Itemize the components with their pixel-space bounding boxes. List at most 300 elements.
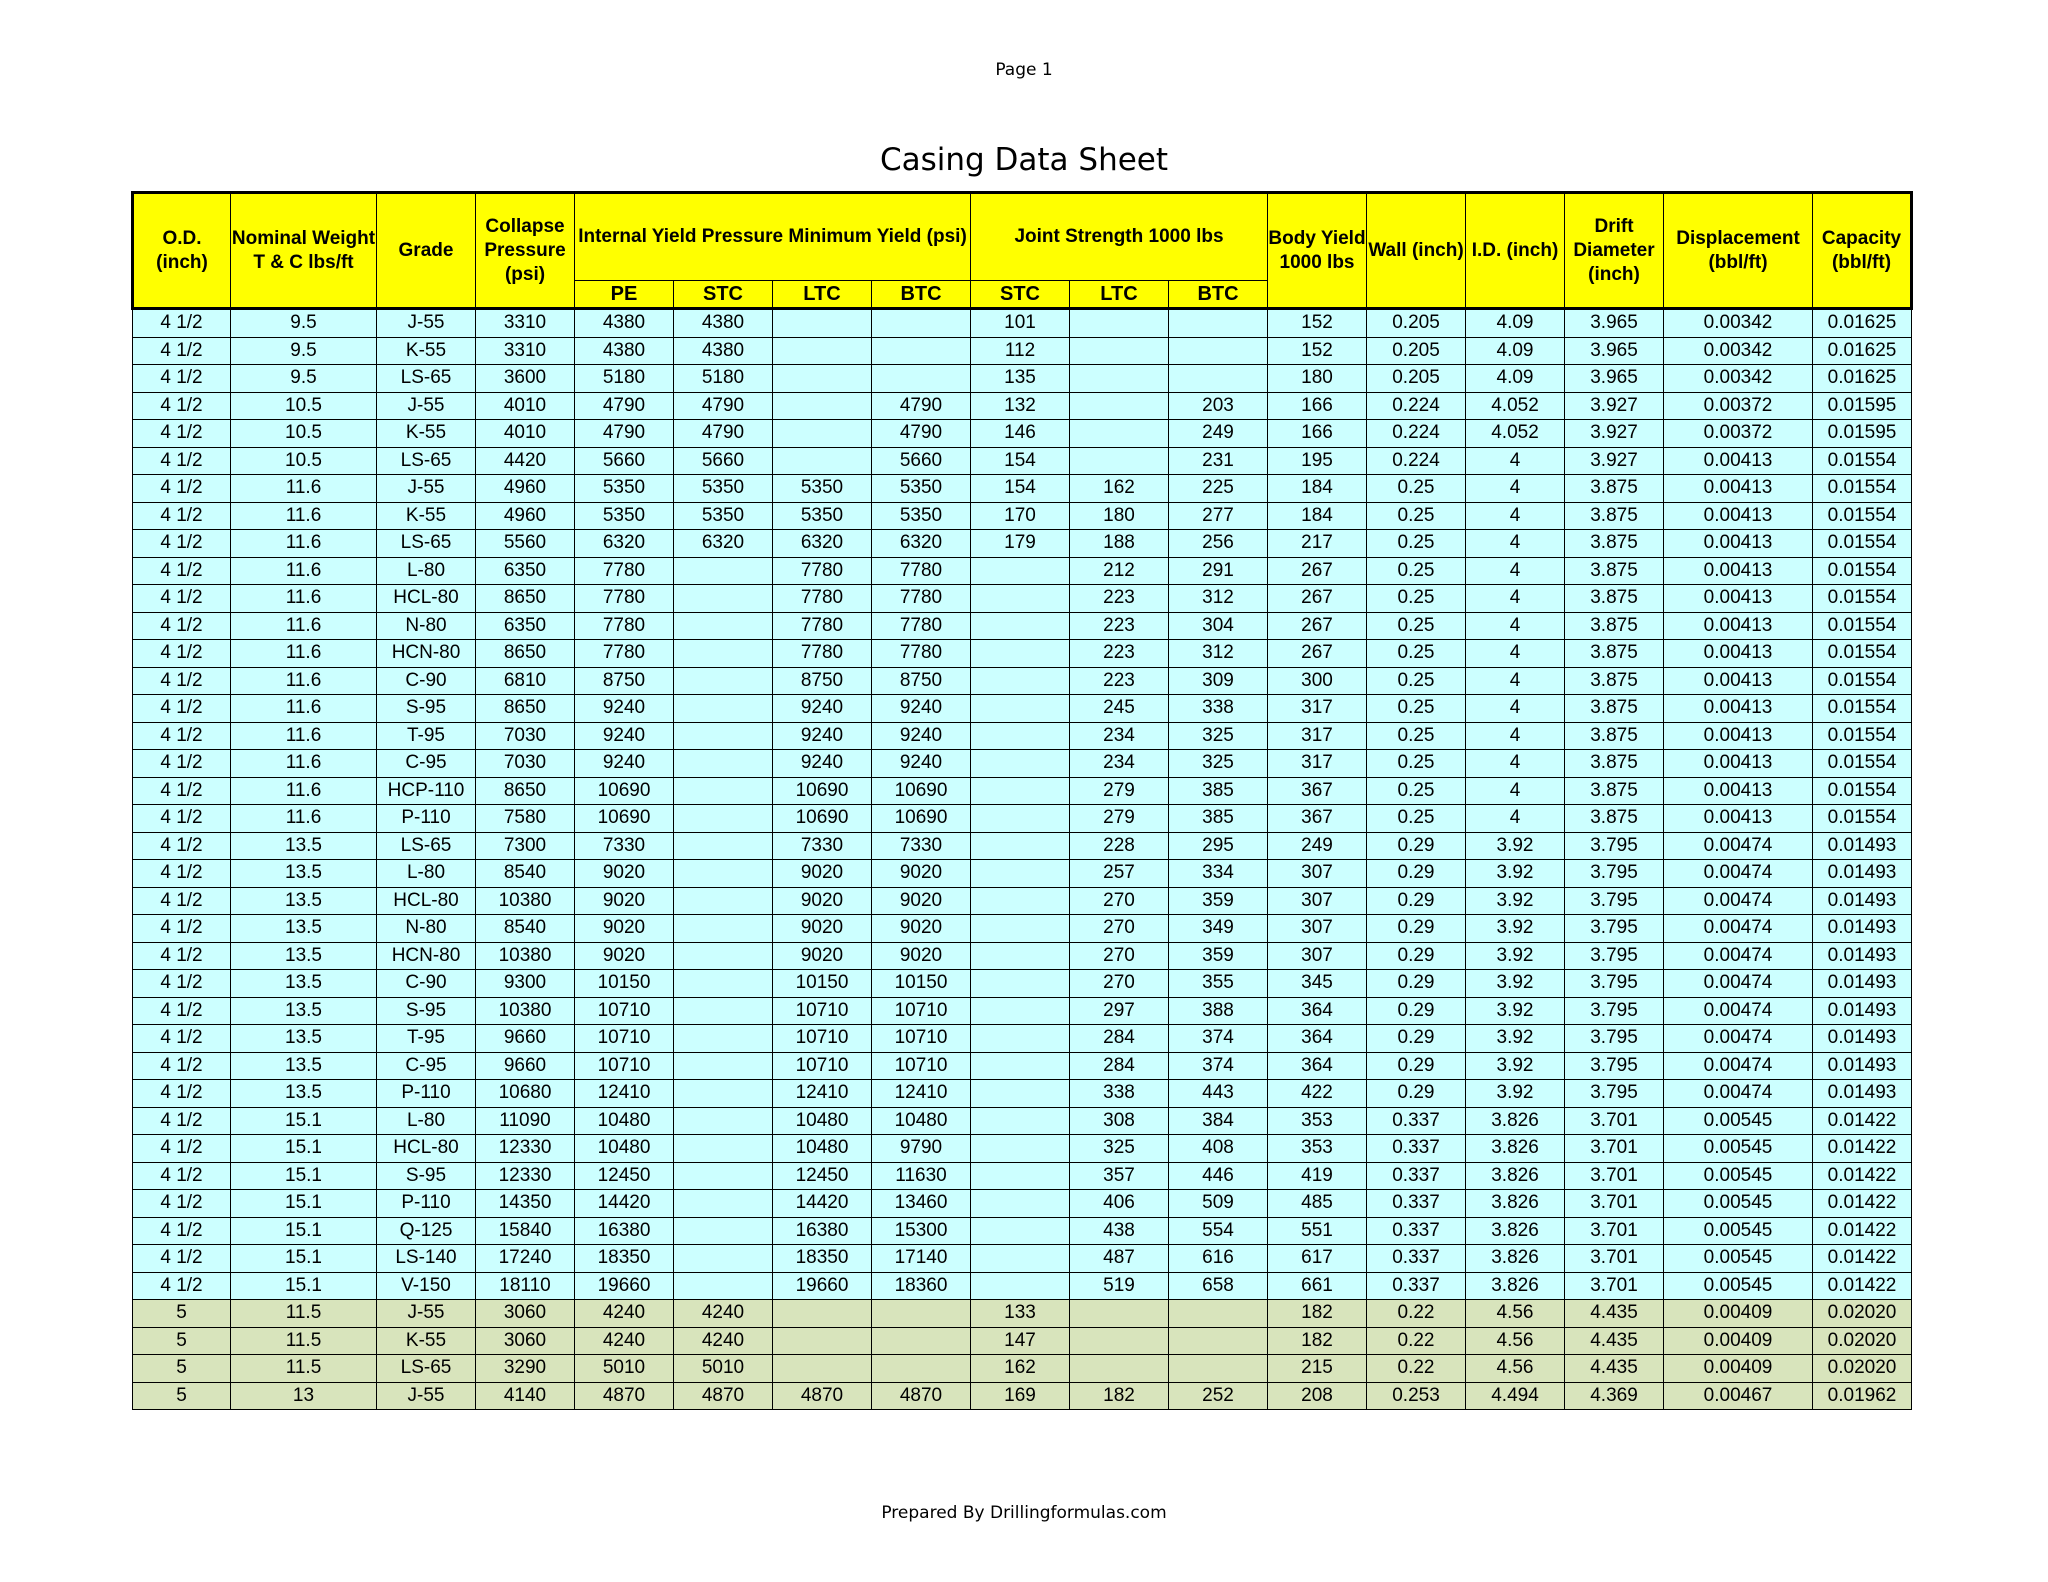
cell-iy-btc: 15300 [872,1217,971,1245]
cell-iy-pe: 8750 [575,667,674,695]
cell-iy-stc [674,997,773,1025]
cell-body-yield: 184 [1268,475,1367,503]
cell-js-ltc: 188 [1070,530,1169,558]
cell-grade: HCN-80 [377,942,476,970]
cell-js-ltc [1070,447,1169,475]
cell-drift-diameter: 3.795 [1565,997,1664,1025]
cell-id: 3.92 [1466,970,1565,998]
cell-nominal-weight: 15.1 [231,1272,377,1300]
cell-js-stc [971,695,1070,723]
cell-collapse-pressure: 10380 [476,887,575,915]
cell-js-btc: 385 [1169,805,1268,833]
cell-js-btc: 374 [1169,1025,1268,1053]
cell-id: 4.09 [1466,309,1565,338]
cell-iy-pe: 9020 [575,942,674,970]
cell-js-stc [971,640,1070,668]
cell-body-yield: 367 [1268,805,1367,833]
table-row [133,365,1912,393]
cell-js-btc: 446 [1169,1162,1268,1190]
cell-iy-ltc: 7780 [773,612,872,640]
cell-grade: J-55 [377,309,476,338]
cell-grade: K-55 [377,502,476,530]
cell-iy-stc: 4380 [674,309,773,338]
cell-nominal-weight: 13.5 [231,1025,377,1053]
cell-js-ltc: 234 [1070,722,1169,750]
cell-js-stc [971,612,1070,640]
cell-iy-btc [872,309,971,338]
cell-nominal-weight: 11.5 [231,1355,377,1383]
cell-iy-pe: 4790 [575,392,674,420]
cell-displacement: 0.00342 [1664,365,1813,393]
cell-collapse-pressure: 9660 [476,1025,575,1053]
cell-drift-diameter: 3.795 [1565,860,1664,888]
cell-id: 4 [1466,530,1565,558]
cell-iy-pe: 10690 [575,777,674,805]
cell-wall: 0.337 [1367,1107,1466,1135]
cell-iy-ltc: 7780 [773,557,872,585]
cell-displacement: 0.00413 [1664,722,1813,750]
cell-iy-btc: 7780 [872,612,971,640]
table-row [133,970,1912,998]
cell-grade: P-110 [377,1190,476,1218]
cell-js-btc [1169,337,1268,365]
cell-grade: LS-65 [377,530,476,558]
cell-id: 3.92 [1466,997,1565,1025]
table-row [133,1080,1912,1108]
cell-capacity: 0.01493 [1813,1052,1912,1080]
cell-displacement: 0.00413 [1664,502,1813,530]
cell-id: 4.56 [1466,1300,1565,1328]
cell-id: 3.92 [1466,1052,1565,1080]
cell-collapse-pressure: 3060 [476,1300,575,1328]
cell-js-ltc: 297 [1070,997,1169,1025]
cell-nominal-weight: 13.5 [231,860,377,888]
cell-js-stc [971,887,1070,915]
cell-js-ltc: 279 [1070,805,1169,833]
cell-iy-pe: 19660 [575,1272,674,1300]
header-id: I.D. (inch) [1466,193,1565,309]
cell-body-yield: 166 [1268,392,1367,420]
cell-displacement: 0.00413 [1664,557,1813,585]
cell-body-yield: 419 [1268,1162,1367,1190]
cell-capacity: 0.01554 [1813,777,1912,805]
cell-grade: LS-65 [377,365,476,393]
cell-wall: 0.29 [1367,860,1466,888]
cell-iy-btc [872,1355,971,1383]
cell-iy-stc [674,942,773,970]
cell-iy-pe: 10480 [575,1135,674,1163]
cell-wall: 0.205 [1367,365,1466,393]
cell-iy-ltc: 12410 [773,1080,872,1108]
cell-nominal-weight: 15.1 [231,1135,377,1163]
cell-iy-stc [674,860,773,888]
cell-iy-stc [674,970,773,998]
cell-od: 4 1/2 [133,1190,231,1218]
cell-iy-ltc: 9020 [773,887,872,915]
cell-nominal-weight: 13.5 [231,997,377,1025]
table-body [133,309,1912,1410]
cell-drift-diameter: 3.701 [1565,1135,1664,1163]
cell-displacement: 0.00413 [1664,777,1813,805]
cell-iy-pe: 9020 [575,860,674,888]
cell-displacement: 0.00545 [1664,1107,1813,1135]
cell-iy-pe: 4240 [575,1300,674,1328]
cell-wall: 0.25 [1367,777,1466,805]
cell-id: 4 [1466,585,1565,613]
cell-drift-diameter: 3.875 [1565,695,1664,723]
cell-iy-ltc: 4870 [773,1382,872,1410]
cell-js-ltc: 228 [1070,832,1169,860]
cell-collapse-pressure: 8650 [476,585,575,613]
cell-displacement: 0.00545 [1664,1217,1813,1245]
cell-wall: 0.337 [1367,1245,1466,1273]
table-row [133,1300,1912,1328]
cell-wall: 0.337 [1367,1162,1466,1190]
table-row [133,447,1912,475]
cell-wall: 0.22 [1367,1327,1466,1355]
cell-wall: 0.25 [1367,502,1466,530]
cell-iy-btc: 10480 [872,1107,971,1135]
cell-iy-btc [872,1327,971,1355]
cell-nominal-weight: 10.5 [231,447,377,475]
cell-js-btc: 312 [1169,585,1268,613]
cell-iy-pe: 4380 [575,337,674,365]
cell-collapse-pressure: 4010 [476,392,575,420]
cell-iy-ltc [773,392,872,420]
table-row [133,805,1912,833]
cell-od: 4 1/2 [133,612,231,640]
cell-id: 4 [1466,667,1565,695]
cell-drift-diameter: 4.435 [1565,1327,1664,1355]
table-row [133,667,1912,695]
cell-nominal-weight: 13.5 [231,1080,377,1108]
cell-od: 4 1/2 [133,997,231,1025]
cell-iy-ltc [773,1300,872,1328]
cell-displacement: 0.00413 [1664,585,1813,613]
cell-iy-btc: 5660 [872,447,971,475]
cell-od: 4 1/2 [133,667,231,695]
footer-credit: Prepared By Drillingformulas.com [881,1503,1167,1523]
cell-id: 3.826 [1466,1162,1565,1190]
cell-iy-stc: 5350 [674,502,773,530]
cell-iy-pe: 10710 [575,1052,674,1080]
cell-wall: 0.224 [1367,447,1466,475]
cell-od: 4 1/2 [133,585,231,613]
cell-iy-stc: 6320 [674,530,773,558]
header-collapse-pressure: Collapse Pressure (psi) [476,193,575,309]
cell-od: 4 1/2 [133,1217,231,1245]
cell-drift-diameter: 3.965 [1565,337,1664,365]
cell-displacement: 0.00413 [1664,805,1813,833]
cell-nominal-weight: 11.6 [231,475,377,503]
subheader-iy-pe: PE [575,281,674,309]
cell-collapse-pressure: 12330 [476,1135,575,1163]
cell-iy-stc [674,1135,773,1163]
cell-grade: HCN-80 [377,640,476,668]
cell-collapse-pressure: 7580 [476,805,575,833]
cell-js-btc: 225 [1169,475,1268,503]
cell-id: 3.92 [1466,1025,1565,1053]
cell-body-yield: 267 [1268,557,1367,585]
cell-js-btc: 249 [1169,420,1268,448]
table-row [133,1025,1912,1053]
cell-displacement: 0.00413 [1664,612,1813,640]
cell-id: 4.09 [1466,365,1565,393]
cell-grade: N-80 [377,612,476,640]
cell-capacity: 0.01595 [1813,392,1912,420]
cell-iy-stc: 4240 [674,1327,773,1355]
cell-js-ltc: 245 [1070,695,1169,723]
cell-wall: 0.337 [1367,1135,1466,1163]
cell-js-btc: 291 [1169,557,1268,585]
cell-js-ltc: 284 [1070,1025,1169,1053]
cell-drift-diameter: 3.795 [1565,942,1664,970]
cell-body-yield: 307 [1268,942,1367,970]
cell-capacity: 0.01493 [1813,860,1912,888]
cell-iy-stc [674,1245,773,1273]
cell-nominal-weight: 15.1 [231,1107,377,1135]
cell-grade: N-80 [377,915,476,943]
cell-grade: C-90 [377,667,476,695]
cell-collapse-pressure: 7030 [476,750,575,778]
cell-od: 4 1/2 [133,942,231,970]
cell-collapse-pressure: 3600 [476,365,575,393]
cell-js-ltc [1070,365,1169,393]
cell-drift-diameter: 3.875 [1565,640,1664,668]
cell-drift-diameter: 3.875 [1565,722,1664,750]
cell-body-yield: 364 [1268,1025,1367,1053]
cell-iy-stc: 5350 [674,475,773,503]
cell-od: 4 1/2 [133,309,231,338]
cell-body-yield: 661 [1268,1272,1367,1300]
cell-iy-stc [674,1217,773,1245]
cell-iy-pe: 5010 [575,1355,674,1383]
cell-iy-stc [674,1052,773,1080]
cell-capacity: 0.01422 [1813,1272,1912,1300]
cell-capacity: 0.01422 [1813,1245,1912,1273]
cell-collapse-pressure: 9660 [476,1052,575,1080]
cell-iy-ltc: 10710 [773,1025,872,1053]
cell-od: 5 [133,1327,231,1355]
cell-iy-btc: 10710 [872,1052,971,1080]
cell-js-btc: 359 [1169,942,1268,970]
cell-iy-ltc: 10480 [773,1135,872,1163]
cell-grade: J-55 [377,392,476,420]
cell-id: 3.92 [1466,832,1565,860]
cell-nominal-weight: 11.6 [231,805,377,833]
cell-iy-btc: 8750 [872,667,971,695]
cell-displacement: 0.00409 [1664,1300,1813,1328]
cell-iy-pe: 16380 [575,1217,674,1245]
cell-js-btc: 256 [1169,530,1268,558]
cell-js-btc: 388 [1169,997,1268,1025]
cell-iy-stc [674,585,773,613]
cell-js-ltc [1070,420,1169,448]
table-row [133,695,1912,723]
cell-js-ltc: 162 [1070,475,1169,503]
cell-iy-stc: 4870 [674,1382,773,1410]
cell-js-stc [971,1052,1070,1080]
cell-id: 4 [1466,750,1565,778]
cell-collapse-pressure: 10380 [476,997,575,1025]
cell-body-yield: 317 [1268,695,1367,723]
cell-od: 4 1/2 [133,640,231,668]
cell-js-stc [971,1245,1070,1273]
cell-js-btc: 385 [1169,777,1268,805]
cell-js-stc: 179 [971,530,1070,558]
cell-iy-btc: 7780 [872,585,971,613]
subheader-js-ltc: LTC [1070,281,1169,309]
cell-drift-diameter: 3.795 [1565,1052,1664,1080]
cell-iy-btc [872,1300,971,1328]
cell-grade: K-55 [377,337,476,365]
cell-nominal-weight: 13.5 [231,887,377,915]
cell-id: 4 [1466,695,1565,723]
cell-collapse-pressure: 7030 [476,722,575,750]
cell-js-btc: 616 [1169,1245,1268,1273]
cell-id: 3.92 [1466,887,1565,915]
table-row [133,585,1912,613]
cell-js-btc [1169,1300,1268,1328]
subheader-iy-stc: STC [674,281,773,309]
cell-grade: T-95 [377,722,476,750]
cell-grade: P-110 [377,805,476,833]
cell-capacity: 0.01493 [1813,915,1912,943]
cell-wall: 0.29 [1367,942,1466,970]
cell-displacement: 0.00474 [1664,1080,1813,1108]
cell-nominal-weight: 11.6 [231,640,377,668]
cell-iy-btc: 10150 [872,970,971,998]
cell-wall: 0.253 [1367,1382,1466,1410]
cell-iy-stc [674,777,773,805]
cell-js-stc [971,832,1070,860]
cell-js-ltc: 257 [1070,860,1169,888]
cell-drift-diameter: 3.965 [1565,309,1664,338]
cell-displacement: 0.00474 [1664,860,1813,888]
cell-od: 4 1/2 [133,750,231,778]
cell-js-stc: 135 [971,365,1070,393]
cell-iy-ltc: 10690 [773,805,872,833]
table-header [133,193,1912,309]
cell-iy-pe: 5660 [575,447,674,475]
cell-od: 4 1/2 [133,1245,231,1273]
cell-collapse-pressure: 4420 [476,447,575,475]
cell-js-ltc: 406 [1070,1190,1169,1218]
cell-iy-ltc: 5350 [773,475,872,503]
table-row [133,777,1912,805]
cell-js-btc: 359 [1169,887,1268,915]
cell-iy-btc: 9020 [872,915,971,943]
cell-id: 4 [1466,805,1565,833]
cell-drift-diameter: 3.701 [1565,1245,1664,1273]
cell-id: 4 [1466,777,1565,805]
table-row [133,1190,1912,1218]
cell-displacement: 0.00474 [1664,1052,1813,1080]
cell-wall: 0.337 [1367,1217,1466,1245]
cell-iy-pe: 9020 [575,887,674,915]
cell-nominal-weight: 15.1 [231,1162,377,1190]
header-body-yield: Body Yield 1000 lbs [1268,193,1367,309]
cell-grade: LS-140 [377,1245,476,1273]
cell-body-yield: 267 [1268,640,1367,668]
cell-nominal-weight: 9.5 [231,309,377,338]
cell-nominal-weight: 13.5 [231,970,377,998]
cell-iy-btc: 18360 [872,1272,971,1300]
cell-iy-ltc: 14420 [773,1190,872,1218]
cell-iy-stc [674,887,773,915]
cell-iy-btc: 9240 [872,750,971,778]
cell-body-yield: 195 [1268,447,1367,475]
cell-iy-btc: 9790 [872,1135,971,1163]
table-row [133,1272,1912,1300]
cell-id: 3.826 [1466,1135,1565,1163]
cell-wall: 0.25 [1367,805,1466,833]
cell-js-btc: 277 [1169,502,1268,530]
cell-iy-pe: 9020 [575,915,674,943]
cell-capacity: 0.01493 [1813,970,1912,998]
cell-iy-stc: 5010 [674,1355,773,1383]
cell-id: 4.052 [1466,420,1565,448]
cell-collapse-pressure: 6350 [476,557,575,585]
cell-js-stc [971,970,1070,998]
cell-js-ltc: 270 [1070,970,1169,998]
cell-wall: 0.205 [1367,309,1466,338]
cell-od: 4 1/2 [133,832,231,860]
cell-id: 4.56 [1466,1327,1565,1355]
cell-displacement: 0.00413 [1664,667,1813,695]
cell-nominal-weight: 13.5 [231,915,377,943]
cell-wall: 0.22 [1367,1355,1466,1383]
cell-js-ltc: 270 [1070,942,1169,970]
cell-drift-diameter: 4.369 [1565,1382,1664,1410]
cell-js-btc: 658 [1169,1272,1268,1300]
table-row [133,420,1912,448]
cell-iy-ltc [773,447,872,475]
cell-capacity: 0.01554 [1813,640,1912,668]
cell-body-yield: 267 [1268,612,1367,640]
cell-body-yield: 152 [1268,337,1367,365]
cell-displacement: 0.00413 [1664,530,1813,558]
cell-capacity: 0.01493 [1813,887,1912,915]
cell-js-ltc: 234 [1070,750,1169,778]
cell-iy-stc: 5660 [674,447,773,475]
cell-od: 4 1/2 [133,1052,231,1080]
cell-js-stc [971,1162,1070,1190]
cell-capacity: 0.01554 [1813,530,1912,558]
cell-wall: 0.25 [1367,557,1466,585]
table-row [133,1355,1912,1383]
cell-id: 4 [1466,612,1565,640]
header-joint-strength: Joint Strength 1000 lbs [971,193,1268,281]
cell-wall: 0.25 [1367,722,1466,750]
cell-od: 4 1/2 [133,392,231,420]
cell-od: 5 [133,1300,231,1328]
cell-body-yield: 152 [1268,309,1367,338]
cell-iy-pe: 10480 [575,1107,674,1135]
cell-js-btc: 231 [1169,447,1268,475]
cell-id: 4 [1466,557,1565,585]
cell-collapse-pressure: 8650 [476,777,575,805]
cell-od: 4 1/2 [133,1272,231,1300]
cell-od: 4 1/2 [133,722,231,750]
cell-js-ltc: 357 [1070,1162,1169,1190]
cell-wall: 0.22 [1367,1300,1466,1328]
cell-js-stc [971,722,1070,750]
cell-iy-pe: 10710 [575,1025,674,1053]
cell-js-btc [1169,309,1268,338]
cell-js-btc: 334 [1169,860,1268,888]
cell-body-yield: 300 [1268,667,1367,695]
